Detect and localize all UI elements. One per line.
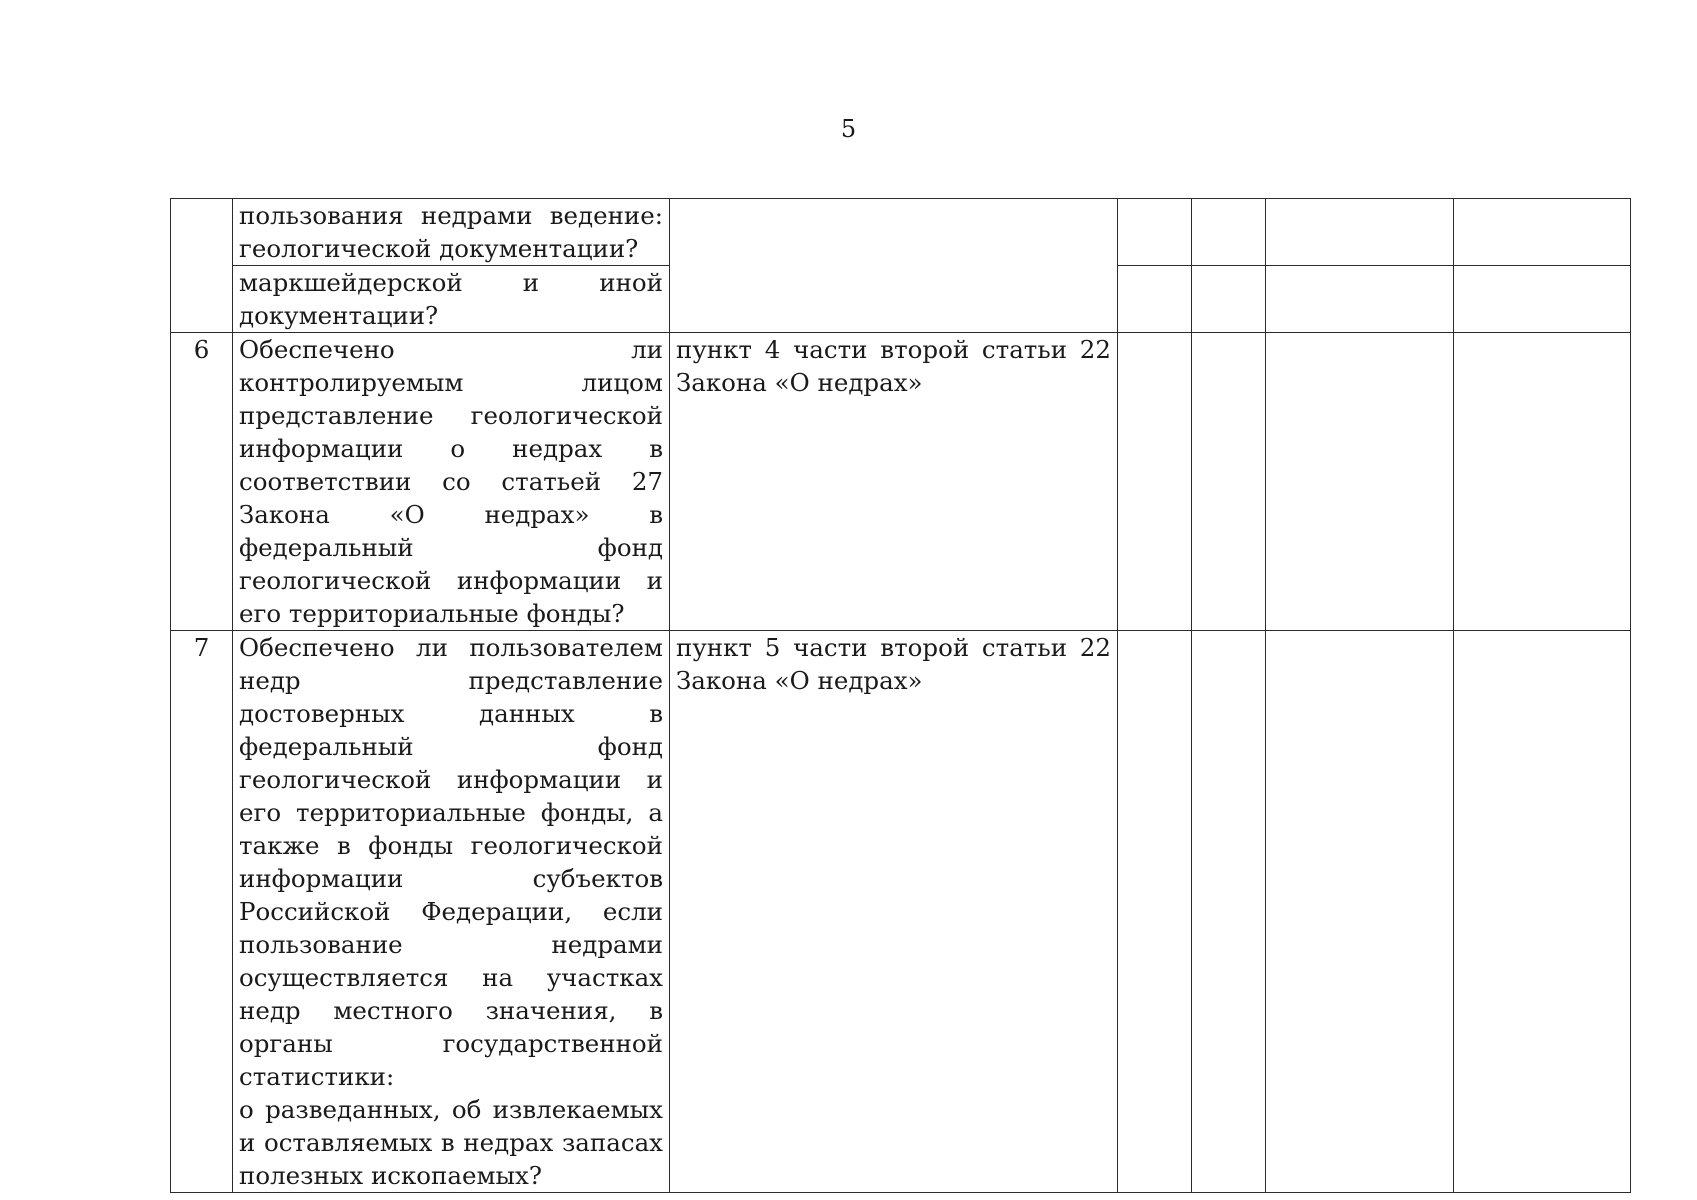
question-text: Обеспечено ли контролируемым лицом представление геологической информации о недрах в соответствии со статьей 27 Закона «О недрах» в федеральный фонд геологической информации и его территориальные фонды? — [239, 335, 663, 628]
reference-cell — [670, 199, 1118, 333]
table-row — [171, 631, 1631, 1193]
answer-yes-cell — [1118, 631, 1192, 1193]
page-number: 5 — [840, 115, 857, 143]
note-cell — [1454, 199, 1631, 266]
question-cell — [233, 266, 670, 333]
reference-text: пункт 4 части второй статьи 22 Закона «О недрах» — [676, 335, 1111, 397]
note-cell — [1454, 631, 1631, 1193]
answer-no-cell — [1192, 266, 1266, 333]
reference-cell — [670, 631, 1118, 1193]
question-text-tail: о разведанных, об извлекаемых и оставляемых в недрах запасах полезных ископаемых? — [239, 1095, 663, 1190]
not-applicable-cell — [1266, 631, 1454, 1193]
question-cell — [233, 333, 670, 631]
checklist-table — [170, 198, 1631, 1193]
table-row — [171, 333, 1631, 631]
note-cell — [1454, 333, 1631, 631]
answer-no-cell — [1192, 199, 1266, 266]
answer-yes-cell — [1118, 333, 1192, 631]
table-row — [171, 199, 1631, 266]
question-text: пользования недрами ведение: геологической документации? — [239, 201, 663, 263]
reference-text: пункт 5 части второй статьи 22 Закона «О недрах» — [676, 633, 1111, 695]
not-applicable-cell — [1266, 266, 1454, 333]
row-number — [171, 199, 233, 333]
answer-no-cell — [1192, 631, 1266, 1193]
question-text: маркшейдерской и иной документации? — [239, 268, 663, 330]
note-cell — [1454, 266, 1631, 333]
answer-no-cell — [1192, 333, 1266, 631]
not-applicable-cell — [1266, 333, 1454, 631]
question-text: Обеспечено ли пользователем недр представление достоверных данных в федеральный фонд геологической информации и его территориальные фонды, а также в фонды геологической информации субъектов Российской Федерации, если пользование недрами осуществляется на участках недр местного значения, в органы государственной статистики: — [239, 633, 663, 1091]
answer-yes-cell — [1118, 199, 1192, 266]
row-number: 6 — [171, 333, 233, 631]
row-number: 7 — [171, 631, 233, 1193]
answer-yes-cell — [1118, 266, 1192, 333]
reference-cell — [670, 333, 1118, 631]
question-cell — [233, 631, 670, 1193]
question-cell — [233, 199, 670, 266]
not-applicable-cell — [1266, 199, 1454, 266]
